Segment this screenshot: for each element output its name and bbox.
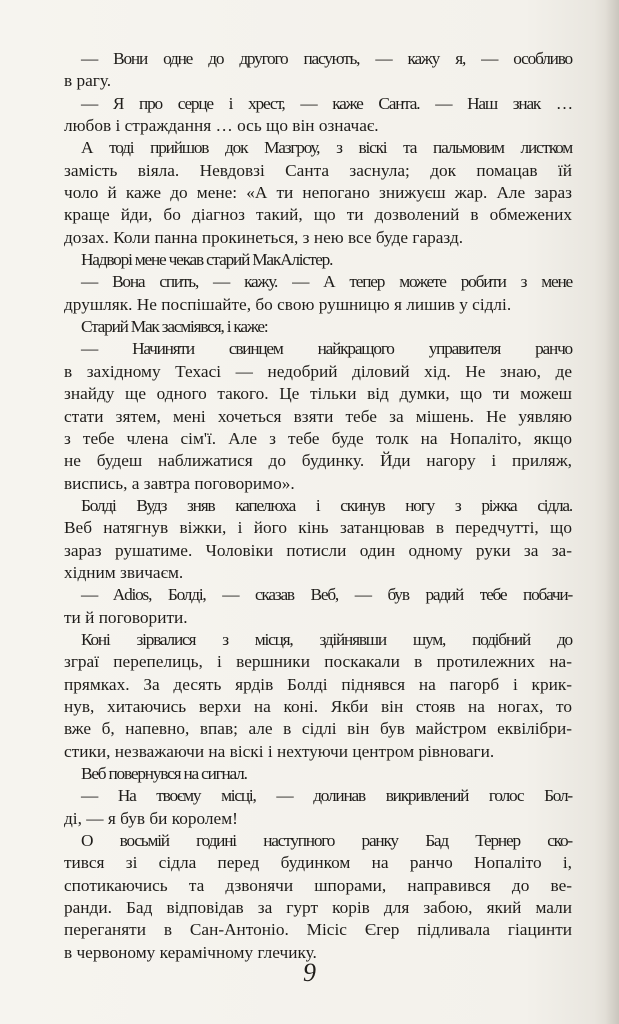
text-line: в червоному керамічному глечику. — [64, 942, 317, 962]
text-line: з тебе члена сім'ї. Але з тебе буде толк на Нопаліто, якщо — [64, 428, 572, 448]
paragraph — [64, 830, 572, 964]
page-body-text — [64, 48, 572, 964]
text-line: виспись, а завтра поговоримо». — [64, 473, 295, 493]
text-line: Болді Вудз зняв капелюха і скинув ногу з ріжка сідла. — [81, 495, 572, 515]
paragraph — [64, 629, 572, 763]
text-line: нув, хитаючись верхи на коні. Якби він стояв на ногах, то — [64, 696, 572, 716]
paragraph — [64, 785, 572, 830]
text-line: дозах. Коли панна прокинеться, з нею все буде гаразд. — [64, 227, 464, 247]
text-line: прямках. За десять ярдів Болді піднявся на пагорб і крик- — [64, 674, 572, 694]
paragraph — [64, 48, 572, 93]
paragraph — [64, 495, 572, 584]
text-line: Коні зірвалися з місця, здійнявши шум, подібний до — [81, 629, 572, 649]
paragraph — [64, 137, 572, 249]
text-line: — Начиняти свинцем найкращого управителя ранчо — [81, 339, 572, 359]
text-line: переганяти в Сан-Антоніо. Місіс Єгер підливала гіацинти — [64, 920, 572, 940]
paragraph — [64, 338, 572, 494]
text-line: вже б, напевно, впав; але в сідлі він був майстром еквілібри- — [64, 719, 572, 739]
text-line: краще йди, бо діагноз такий, що ти дозволений в обмежених — [64, 205, 572, 225]
text-line: знайду ще одного такого. Це тільки від думки, що ти можеш — [64, 384, 572, 404]
text-line: любов і страждання … ось що він означає. — [64, 116, 379, 136]
text-line: друшляк. Не поспішайте, бо свою рушницю я лишив у сідлі. — [64, 294, 512, 314]
text-line: ти й поговорити. — [64, 607, 188, 627]
text-line: Старий Мак засміявся, і каже: — [81, 317, 268, 337]
paragraph — [64, 93, 572, 138]
page-number: 9 — [303, 958, 316, 987]
paragraph — [64, 271, 572, 316]
text-line: О восьмій годині наступного ранку Бад Тернер ско- — [81, 831, 572, 851]
text-line: спотикаючись та дзвонячи шпорами, направився до ве- — [64, 875, 572, 895]
text-line: не будеш наближатися до будинку. Йди нагору і приляж, — [64, 451, 572, 471]
paragraph — [64, 763, 572, 785]
text-line: — На твоєму місці, — долинав викривлений голос Бол- — [81, 786, 572, 806]
text-line: ранди. Бад відповідав за гурт корів для забою, який мали — [64, 898, 572, 918]
text-line: ді, — я був би королем! — [64, 808, 238, 828]
text-line: Веб повернувся на сигнал. — [81, 764, 247, 783]
text-line: — Вона спить, — кажу. — А тепер можете робити з мене — [81, 272, 572, 292]
text-line: замість віяла. Невдовзі Санта заснула; док помацав їй — [64, 160, 572, 180]
text-line: хідним звичаєм. — [64, 562, 184, 582]
text-line: А тоді прийшов док Мазгроу, з віскі та пальмовим листком — [81, 138, 572, 158]
text-line: Веб натягнув віжки, і його кінь затанцював в передчутті, що — [64, 518, 572, 538]
text-line: Надворі мене чекав старий МакАлістер. — [81, 250, 333, 270]
text-line: в західному Техасі — недобрий діловий хід. Не знаю, де — [64, 361, 572, 381]
text-line: — Я про серце і хрест, — каже Санта. — Наш знак … — [81, 93, 572, 113]
page-edge-shadow — [605, 0, 619, 1024]
text-line: в рагу. — [64, 71, 112, 91]
text-line: зграї перепелиць, і вершники поскакали в протилежних на- — [64, 652, 572, 672]
paragraph — [64, 316, 572, 338]
text-line: чоло й каже до мене: «А ти непогано знижуєш жар. Але зараз — [64, 183, 572, 203]
paragraph — [64, 249, 572, 271]
text-line: — Вони одне до другого пасують, — кажу я, — особливо — [81, 49, 572, 68]
paragraph — [64, 584, 572, 629]
text-line: тився зі сідла перед будинком на ранчо Нопаліто і, — [64, 853, 572, 873]
text-line: стати зятем, мені хочеться взяти тебе за мішень. Не уявляю — [64, 406, 572, 426]
text-line: стики, незважаючи на віскі і нехтуючи центром рівноваги. — [64, 741, 495, 761]
text-line: — Adios, Болді, — сказав Веб, — був радий тебе побачи- — [81, 585, 572, 605]
text-line: зараз рушатиме. Чоловіки потисли один одному руки за за- — [64, 540, 572, 560]
